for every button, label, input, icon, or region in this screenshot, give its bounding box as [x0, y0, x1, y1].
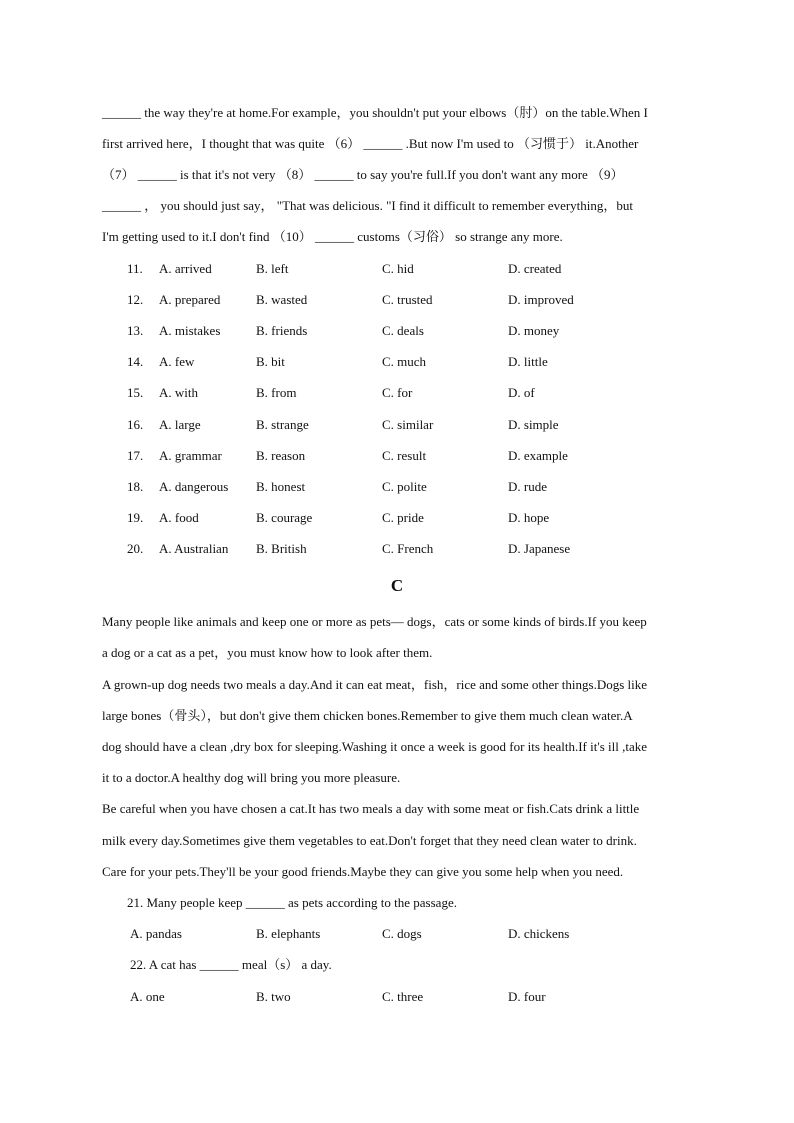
question-number: 18.: [127, 479, 144, 494]
question-row: [0, 478, 794, 496]
question-number: 12.: [127, 292, 144, 307]
section-c-heading: C: [390, 576, 404, 595]
option-d: D. rude: [508, 479, 547, 494]
option-a: A. one: [130, 989, 165, 1004]
option-c: C. polite: [382, 479, 427, 494]
passage-c-line: dog should have a clean ,dry box for sleeping.Washing it once a week is good for its health.If it's ill ,take: [102, 739, 647, 754]
question-row: [0, 291, 794, 309]
option-d: D. improved: [508, 292, 574, 307]
question-options: [0, 988, 794, 1006]
option-a: A. grammar: [159, 448, 222, 463]
option-a: A. arrived: [159, 261, 212, 276]
option-c: C. for: [382, 385, 413, 400]
question-number: 15.: [127, 385, 144, 400]
option-a: A. mistakes: [159, 323, 221, 338]
option-a: A. prepared: [159, 292, 221, 307]
passage-c-line: Care for your pets.They'll be your good friends.Maybe they can give you some help when you need.: [102, 864, 624, 879]
passage-c-line: a dog or a cat as a pet，you must know how to look after them.: [102, 645, 433, 660]
option-d: D. of: [508, 385, 535, 400]
option-b: B. from: [256, 385, 297, 400]
option-a: A. large: [159, 417, 201, 432]
option-c: C. pride: [382, 510, 424, 525]
option-d: D. hope: [508, 510, 550, 525]
passage-c-line: A grown-up dog needs two meals a day.And it can eat meat，fish，rice and some other things.Dogs like: [102, 677, 648, 692]
option-a: A. with: [159, 385, 198, 400]
passage-b-line: （7） ______ is that it's not very （8） ______ to say you're full.If you don't want any more （9）: [102, 167, 624, 182]
passage-b-line: ______ ， you should just say， "That was delicious. "I find it difficult to remember everything，but: [102, 198, 634, 213]
question-row: [0, 416, 794, 434]
question-number: 11.: [127, 261, 143, 276]
question-row: [0, 384, 794, 402]
option-d: D. four: [508, 989, 546, 1004]
option-b: B. courage: [256, 510, 313, 525]
option-a: A. dangerous: [159, 479, 229, 494]
option-b: B. friends: [256, 323, 308, 338]
option-d: D. little: [508, 354, 548, 369]
question-stem: 22. A cat has ______ meal（s） a day.: [130, 957, 332, 972]
option-d: D. money: [508, 323, 560, 338]
option-c: C. similar: [382, 417, 434, 432]
passage-b-line: ______ the way they're at home.For example，you shouldn't put your elbows（肘）on the table.When I: [102, 105, 648, 120]
option-c: C. three: [382, 989, 424, 1004]
option-b: B. bit: [256, 354, 285, 369]
question-number: 16.: [127, 417, 144, 432]
passage-c-line: Be careful when you have chosen a cat.It has two meals a day with some meat or fish.Cats drink a little: [102, 801, 640, 816]
option-b: B. British: [256, 541, 307, 556]
option-b: B. wasted: [256, 292, 308, 307]
option-c: C. deals: [382, 323, 424, 338]
option-b: B. strange: [256, 417, 309, 432]
option-d: D. simple: [508, 417, 559, 432]
option-c: C. French: [382, 541, 434, 556]
question-number: 20.: [127, 541, 144, 556]
option-a: A. food: [159, 510, 199, 525]
option-d: D. Japanese: [508, 541, 571, 556]
question-row: [0, 260, 794, 278]
option-b: B. left: [256, 261, 289, 276]
question-stem: 21. Many people keep ______ as pets according to the passage.: [127, 895, 457, 910]
question-row: [0, 322, 794, 340]
question-number: 14.: [127, 354, 144, 369]
passage-c-line: milk every day.Sometimes give them vegetables to eat.Don't forget that they need clean water to drink.: [102, 833, 637, 848]
option-c: C. trusted: [382, 292, 433, 307]
option-d: D. created: [508, 261, 562, 276]
option-a: A. few: [159, 354, 195, 369]
option-b: B. honest: [256, 479, 306, 494]
option-d: D. example: [508, 448, 568, 463]
option-c: C. hid: [382, 261, 414, 276]
question-options: [0, 925, 794, 943]
question-row: [0, 509, 794, 527]
option-b: B. reason: [256, 448, 306, 463]
option-c: C. result: [382, 448, 427, 463]
option-b: B. elephants: [256, 926, 321, 941]
question-row: [0, 353, 794, 371]
option-d: D. chickens: [508, 926, 570, 941]
question-number: 17.: [127, 448, 144, 463]
question-row: [0, 447, 794, 465]
option-b: B. two: [256, 989, 291, 1004]
option-c: C. much: [382, 354, 427, 369]
option-a: A. pandas: [130, 926, 182, 941]
option-c: C. dogs: [382, 926, 422, 941]
option-a: A. Australian: [159, 541, 229, 556]
question-number: 19.: [127, 510, 144, 525]
question-number: 13.: [127, 323, 144, 338]
passage-c-line: it to a doctor.A healthy dog will bring you more pleasure.: [102, 770, 401, 785]
passage-c-line: large bones（骨头），but don't give them chicken bones.Remember to give them much clean water.A: [102, 708, 633, 723]
passage-b-line: first arrived here，I thought that was quite （6） ______ .But now I'm used to （习惯于） it.Another: [102, 136, 639, 151]
passage-c-line: Many people like animals and keep one or more as pets— dogs，cats or some kinds of birds.If you keep: [102, 614, 647, 629]
passage-b-line: I'm getting used to it.I don't find （10） ______ customs（习俗） so strange any more.: [102, 229, 563, 244]
question-row: [0, 540, 794, 558]
